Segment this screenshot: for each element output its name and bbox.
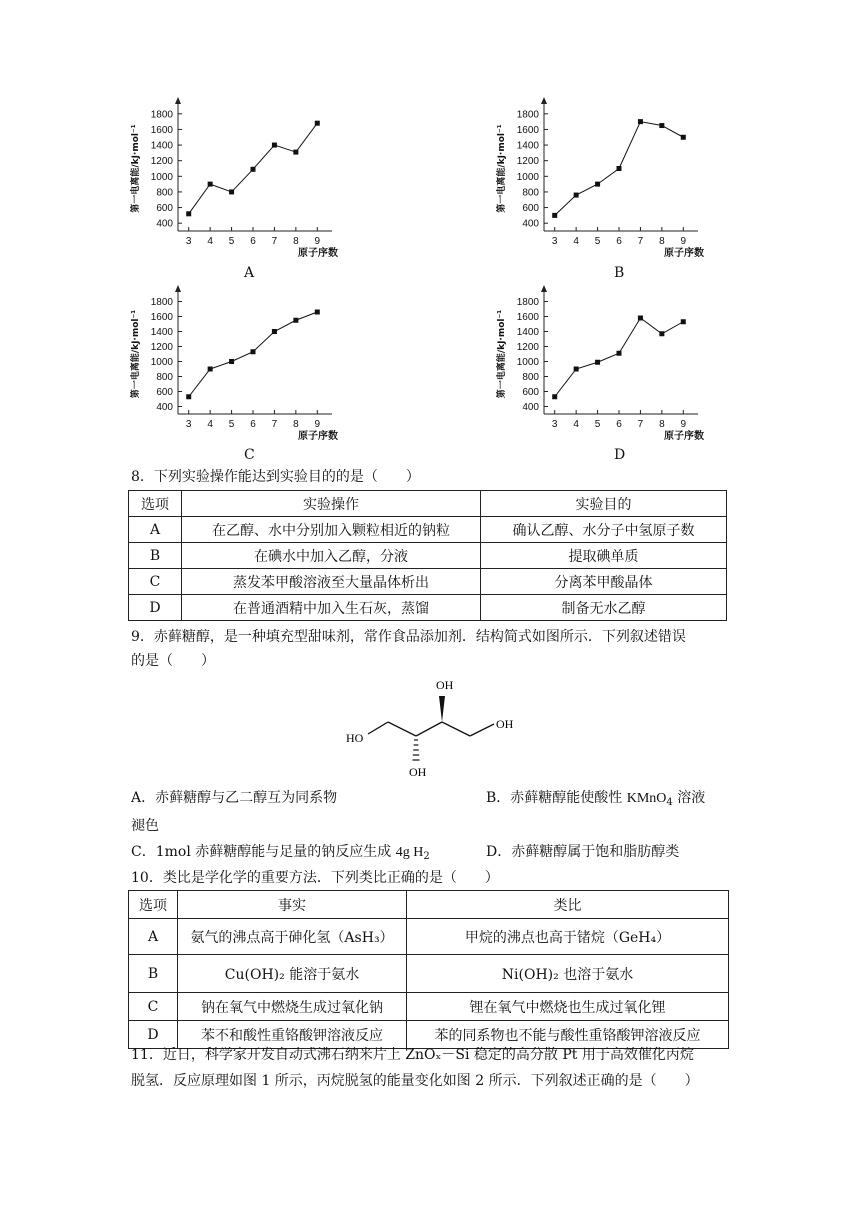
- data-point: [251, 349, 256, 354]
- x-tick-label: 3: [185, 236, 192, 247]
- x-tick-label: 4: [207, 419, 213, 430]
- table-cell: 制备无水乙醇: [481, 595, 727, 621]
- y-tick-label: 1600: [516, 312, 539, 323]
- table-cell: 苯的同系物也不能与酸性重铬酸钾溶液反应: [407, 1021, 729, 1049]
- table-cell: 在碘水中加入乙醇，分液: [182, 543, 481, 569]
- table-header: 类比: [407, 891, 729, 919]
- q10-table: [128, 890, 729, 1049]
- data-point: [595, 182, 600, 187]
- table-cell: 钠在氧气中燃烧生成过氧化钠: [178, 993, 407, 1021]
- series-line: [189, 312, 318, 397]
- data-point: [617, 351, 622, 356]
- y-tick-label: 1800: [150, 297, 173, 308]
- q9-option-d: D．赤藓糖醇属于饱和脂肪醇类: [486, 844, 680, 860]
- x-tick-label: 6: [250, 236, 256, 247]
- y-tick-label: 1400: [150, 327, 173, 338]
- y-axis-arrow: [175, 285, 181, 292]
- x-tick-label: 4: [573, 419, 579, 430]
- data-point: [315, 121, 320, 126]
- table-header: 事实: [178, 891, 407, 919]
- data-point: [638, 316, 643, 321]
- y-tick-label: 1000: [150, 357, 173, 368]
- x-tick-label: 7: [271, 236, 278, 247]
- table-row: [129, 595, 727, 621]
- table-row: [129, 955, 729, 993]
- table-row: [129, 919, 729, 955]
- q9-option-b-end: 溶液: [677, 790, 706, 806]
- data-point: [186, 394, 191, 399]
- y-tick-label: 400: [156, 402, 173, 413]
- q9-option-b: [486, 787, 705, 808]
- table-cell: Cu(OH)₂ 能溶于氨水: [178, 955, 407, 993]
- y-tick-label: 1600: [516, 124, 539, 136]
- y-tick-label: 1800: [516, 297, 539, 308]
- y-tick-label: 1400: [516, 327, 539, 338]
- x-tick-label: 5: [594, 419, 601, 430]
- table-cell: C: [129, 569, 182, 595]
- y-axis-label: 第一电离能/kJ·mol⁻¹: [497, 309, 507, 399]
- q8-stem: 8．下列实验操作能达到实验目的的是（ ）: [131, 469, 420, 485]
- y-tick-label: 1000: [516, 357, 539, 368]
- table-cell: 苯不和酸性重铬酸钾溶液反应: [178, 1021, 407, 1049]
- q9-option-b-cont: 褪色: [131, 818, 159, 834]
- x-axis-label: 原子序数: [664, 248, 704, 259]
- data-point: [595, 360, 600, 365]
- table-row: [129, 993, 729, 1021]
- table-header-row: [129, 891, 729, 919]
- y-tick-label: 1000: [516, 171, 539, 183]
- data-point: [229, 189, 234, 194]
- x-tick-label: 3: [551, 236, 558, 247]
- q9-option-c: [131, 841, 430, 862]
- data-point: [681, 135, 686, 140]
- chart-d: [486, 288, 716, 452]
- mol-oh-top: OH: [436, 678, 454, 692]
- y-tick-label: 1400: [516, 140, 539, 152]
- y-axis-arrow: [175, 97, 181, 104]
- y-axis-arrow: [541, 97, 547, 104]
- table-header: 实验操作: [182, 491, 481, 517]
- table-cell: Ni(OH)₂ 也溶于氨水: [407, 955, 729, 993]
- chart-c-letter: C: [244, 447, 255, 463]
- table-cell: 蒸发苯甲酸溶液至大量晶体析出: [182, 569, 481, 595]
- table-cell: D: [129, 595, 182, 621]
- x-tick-label: 4: [207, 236, 213, 247]
- x-axis-label: 原子序数: [298, 431, 338, 442]
- data-point: [574, 193, 579, 198]
- table-header: 选项: [129, 891, 178, 919]
- q10-stem: 10．类比是学化学的重要方法．下列类比正确的是（ ）: [131, 870, 499, 886]
- mol-oh-right: OH: [496, 717, 514, 731]
- chart-b-svg: [486, 100, 716, 265]
- data-point: [659, 331, 664, 336]
- chart-d-letter: D: [614, 447, 626, 463]
- data-point: [186, 211, 191, 216]
- table-row: [129, 517, 727, 543]
- table-cell: D: [129, 1021, 178, 1049]
- y-tick-label: 800: [522, 372, 539, 383]
- chart-c: [120, 288, 350, 452]
- x-tick-label: 7: [637, 236, 644, 247]
- mol-oh-bottom: OH: [409, 765, 427, 779]
- table-cell: A: [129, 517, 182, 543]
- y-tick-label: 1200: [150, 342, 173, 353]
- y-tick-label: 400: [156, 218, 173, 230]
- y-tick-label: 600: [156, 387, 173, 398]
- x-tick-label: 3: [185, 419, 192, 430]
- table-header-row: [129, 491, 727, 517]
- data-point: [251, 167, 256, 172]
- table-row: [129, 569, 727, 595]
- x-tick-label: 8: [659, 419, 665, 430]
- data-point: [617, 166, 622, 171]
- y-tick-label: 600: [156, 203, 173, 215]
- y-tick-label: 1200: [516, 156, 539, 168]
- y-tick-label: 1200: [150, 156, 173, 168]
- q9-option-c-text: C．1mol 赤藓糖醇能与足量的钠反应生成: [131, 844, 392, 860]
- data-point: [681, 319, 686, 324]
- x-tick-label: 9: [680, 419, 687, 430]
- q9-stem-line1: 9．赤藓糖醇，是一种填充型甜味剂，常作食品添加剂．结构简式如图所示．下列叙述错误: [131, 629, 686, 645]
- table-header: 实验目的: [481, 491, 727, 517]
- kmno4-formula: KMnO: [626, 791, 667, 806]
- y-axis-arrow: [541, 285, 547, 292]
- mol-ho-left: HO: [346, 731, 364, 745]
- x-tick-label: 6: [250, 419, 256, 430]
- y-axis-label: 第一电离能/kJ·mol⁻¹: [131, 309, 141, 399]
- x-tick-label: 9: [314, 419, 321, 430]
- table-cell: C: [129, 993, 178, 1021]
- data-point: [552, 213, 557, 218]
- y-tick-label: 1800: [516, 109, 539, 121]
- table-cell: 氨气的沸点高于砷化氢（AsH₃）: [178, 919, 407, 955]
- table-cell: 在乙醇、水中分别加入颗粒相近的钠粒: [182, 517, 481, 543]
- table-cell: 确认乙醇、水分子中氢原子数: [481, 517, 727, 543]
- data-point: [293, 150, 298, 155]
- table-cell: B: [129, 543, 182, 569]
- x-tick-label: 8: [659, 236, 665, 247]
- table-header: 选项: [129, 491, 182, 517]
- y-tick-label: 400: [522, 402, 539, 413]
- data-point: [552, 394, 557, 399]
- x-tick-label: 9: [314, 236, 321, 247]
- x-tick-label: 5: [594, 236, 601, 247]
- table-cell: 锂在氧气中燃烧也生成过氧化锂: [407, 993, 729, 1021]
- erythritol-structure: [340, 674, 520, 784]
- table-cell: B: [129, 955, 178, 993]
- data-point: [208, 367, 213, 372]
- x-tick-label: 5: [228, 419, 235, 430]
- q9-option-b-text: B．赤藓糖醇能使酸性: [486, 790, 623, 806]
- kmno4-subscript: 4: [666, 797, 673, 808]
- table-cell: 提取碘单质: [481, 543, 727, 569]
- y-tick-label: 800: [156, 187, 173, 199]
- x-tick-label: 9: [680, 236, 687, 247]
- data-point: [208, 182, 213, 187]
- data-point: [315, 310, 320, 315]
- x-axis-label: 原子序数: [298, 248, 338, 259]
- h2-formula: 4g H: [395, 845, 424, 860]
- y-tick-label: 400: [522, 218, 539, 230]
- y-tick-label: 600: [522, 387, 539, 398]
- q9-stem-line2: 的是（ ）: [131, 653, 215, 669]
- y-tick-label: 600: [522, 203, 539, 215]
- x-tick-label: 4: [573, 236, 579, 247]
- chart-b: [486, 100, 716, 269]
- table-cell: 在普通酒精中加入生石灰，蒸馏: [182, 595, 481, 621]
- x-tick-label: 8: [293, 419, 299, 430]
- y-tick-label: 1600: [150, 312, 173, 323]
- chart-b-letter: B: [614, 265, 625, 281]
- q9-option-a: A．赤藓糖醇与乙二醇互为同系物: [131, 790, 338, 806]
- y-tick-label: 1000: [150, 171, 173, 183]
- q8-table: [128, 490, 727, 621]
- series-line: [555, 318, 684, 397]
- x-axis-label: 原子序数: [664, 431, 704, 442]
- data-point: [638, 119, 643, 124]
- y-tick-label: 800: [522, 187, 539, 199]
- y-tick-label: 1200: [516, 342, 539, 353]
- x-tick-label: 7: [271, 419, 278, 430]
- x-tick-label: 7: [637, 419, 644, 430]
- x-tick-label: 6: [616, 419, 622, 430]
- table-cell: 甲烷的沸点也高于锗烷（GeH₄）: [407, 919, 729, 955]
- x-tick-label: 6: [616, 236, 622, 247]
- chart-a-svg: [120, 100, 350, 265]
- data-point: [574, 367, 579, 372]
- data-point: [272, 143, 277, 148]
- data-point: [272, 329, 277, 334]
- table-cell: 分离苯甲酸晶体: [481, 569, 727, 595]
- data-point: [229, 359, 234, 364]
- table-cell: A: [129, 919, 178, 955]
- y-tick-label: 1600: [150, 124, 173, 136]
- y-axis-label: 第一电离能/kJ·mol⁻¹: [497, 124, 507, 213]
- chart-a: [120, 100, 350, 269]
- h2-subscript: 2: [423, 851, 430, 862]
- chart-d-svg: [486, 288, 716, 448]
- y-tick-label: 1400: [150, 140, 173, 152]
- chart-a-letter: A: [244, 265, 255, 281]
- chart-c-svg: [120, 288, 350, 448]
- q11-line2: 脱氢．反应原理如图 1 所示，丙烷脱氢的能量变化如图 2 所示．下列叙述正确的是（ ）: [131, 1073, 699, 1089]
- y-tick-label: 800: [156, 372, 173, 383]
- y-axis-label: 第一电离能/kJ·mol⁻¹: [131, 124, 141, 213]
- x-tick-label: 5: [228, 236, 235, 247]
- y-tick-label: 1800: [150, 109, 173, 121]
- x-tick-label: 3: [551, 419, 558, 430]
- table-row: [129, 543, 727, 569]
- q11-line1: 11．近日，科学家开发自动式沸石纳米片上 ZnOₓ－Si 稳定的高分散 Pt 用于高效催化丙烷: [131, 1047, 694, 1063]
- x-tick-label: 8: [293, 236, 299, 247]
- data-point: [293, 318, 298, 323]
- data-point: [659, 123, 664, 128]
